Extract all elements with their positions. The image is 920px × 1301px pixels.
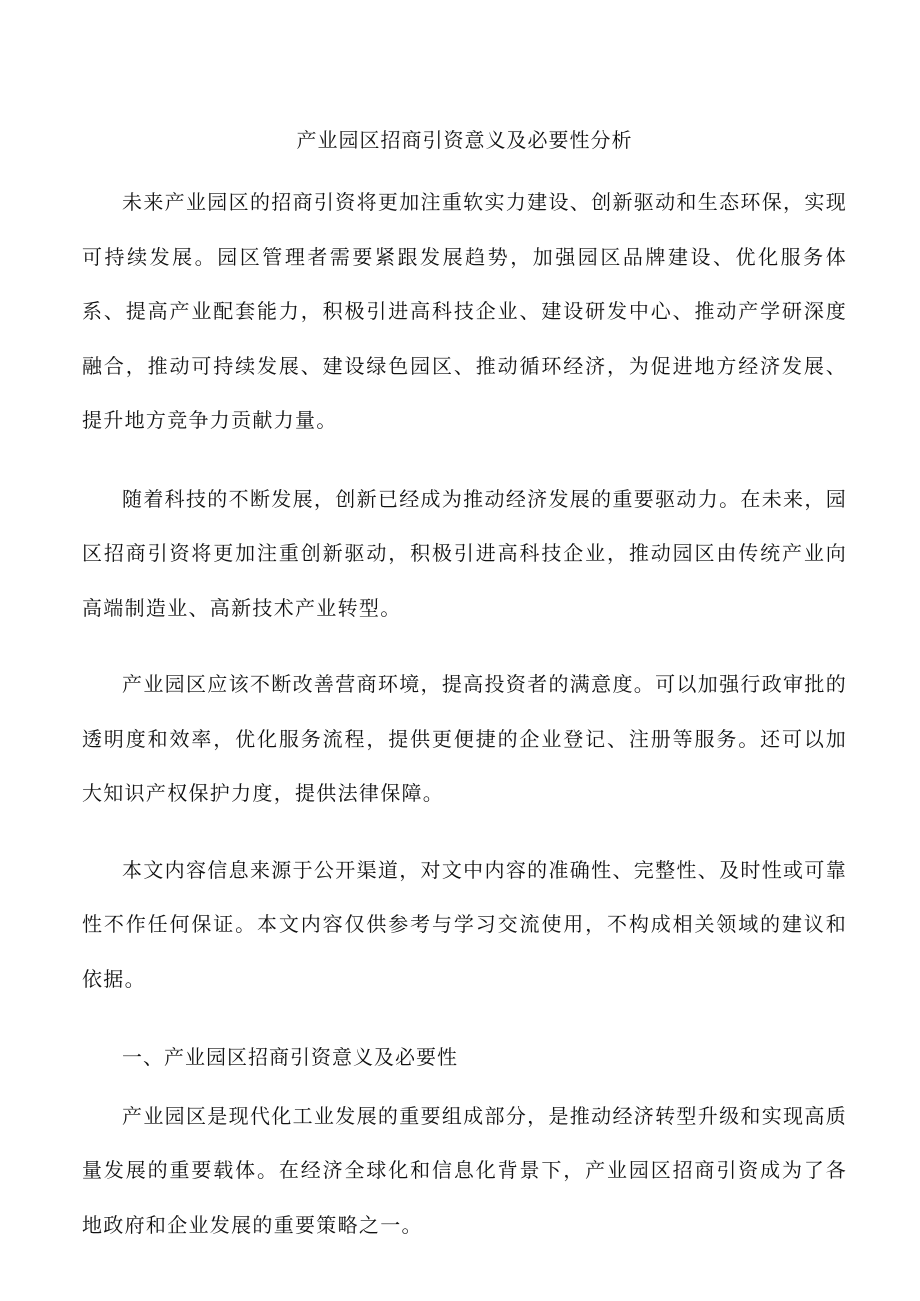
paragraph-innovation: 随着科技的不断发展，创新已经成为推动经济发展的重要驱动力。在未来，园区招商引资将更加注重创新驱动，积极引进高科技企业，推动园区由传统产业向高端制造业、高新技术产业转型。 — [82, 486, 847, 620]
paragraph-section-intro: 产业园区是现代化工业发展的重要组成部分，是推动经济转型升级和实现高质量发展的重要载体。在经济全球化和信息化背景下，产业园区招商引资成为了各地政府和企业发展的重要策略之一。 — [82, 1103, 847, 1237]
paragraph-disclaimer: 本文内容信息来源于公开渠道，对文中内容的准确性、完整性、及时性或可靠性不作任何保证。本文内容仅供参考与学习交流使用，不构成相关领域的建议和依据。 — [82, 857, 847, 991]
paragraph-business-environment: 产业园区应该不断改善营商环境，提高投资者的满意度。可以加强行政审批的透明度和效率，优化服务流程，提供更便捷的企业登记、注册等服务。还可以加大知识产权保护力度，提供法律保障。 — [82, 672, 847, 805]
section-heading: 一、产业园区招商引资意义及必要性 — [122, 1045, 458, 1069]
paragraph-future-outlook: 未来产业园区的招商引资将更加注重软实力建设、创新驱动和生态环保，实现可持续发展。园区管理者需要紧跟发展趋势，加强园区品牌建设、优化服务体系、提高产业配套能力，积极引进高科技企业、建设研发中心、推动产学研深度融合，推动可持续发展、建设绿色园区、推动循环经济，为促进地方经济发展、提升地方竞争力贡献力量。 — [82, 190, 847, 432]
document-title: 产业园区招商引资意义及必要性分析 — [296, 128, 633, 152]
